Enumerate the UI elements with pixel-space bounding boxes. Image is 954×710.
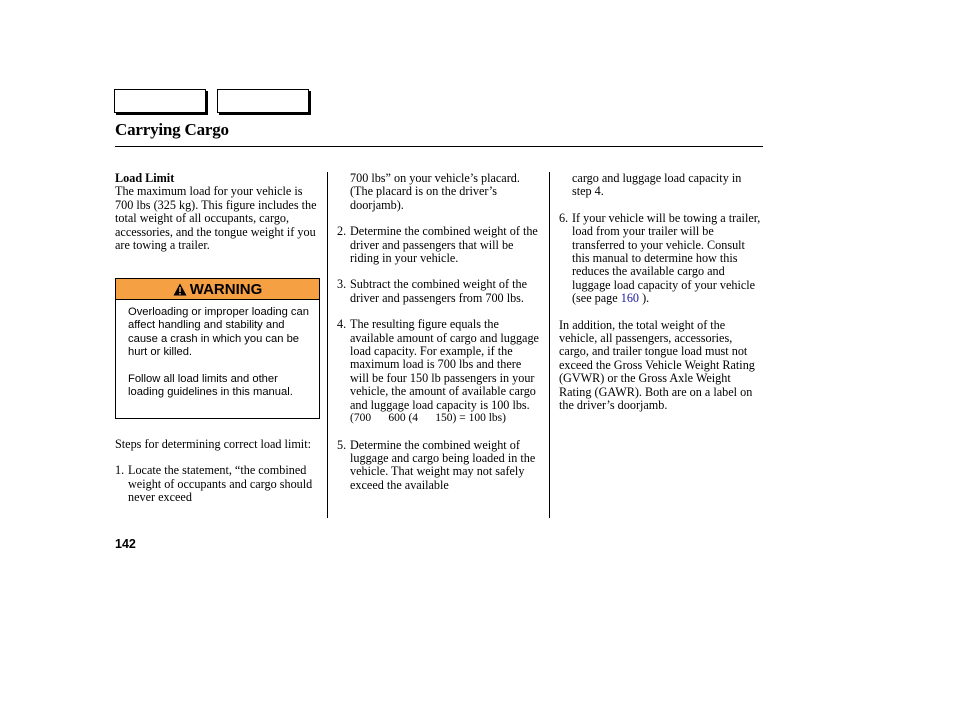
closing-paragraph: In addition, the total weight of the vehicle, all passengers, accessories, cargo, and trailer tongue load must not exceed the Gross Vehicle Weight Rating (GVWR) or the Gross Axle Weight Rating (GAWR). Both are on a label on the driver’s doorjamb. <box>559 317 755 413</box>
page-number: 142 <box>115 537 136 551</box>
warning-paragraph-2: Follow all load limits and other loading guidelines in this manual. <box>128 372 293 399</box>
step-2-text: Determine the combined weight of the driver and passengers that will be riding in your vehicle. <box>350 224 538 266</box>
step-4-text: The resulting figure equals the available amount of cargo and luggage load capacity. For example, if the maximum load is 700 lbs and there will be four 150 lb passengers in your vehicle, the amount of available cargo and luggage load capacity is 100 lbs. <box>350 317 539 412</box>
title-rule <box>115 146 763 147</box>
see-page-prefix: (see page <box>572 291 621 306</box>
step-5-continued-text: cargo and luggage load capacity in step 4. <box>572 171 742 199</box>
step-1-continued <box>337 172 539 212</box>
steps-intro: Steps for determining correct load limit: <box>115 437 311 451</box>
step-1-continued-text: 700 lbs” on your vehicle’s placard. (The placard is on the driver’s doorjamb). <box>350 171 520 212</box>
nav-button-2[interactable] <box>217 89 309 113</box>
step-6-text: If your vehicle will be towing a trailer, load from your trailer will be transferred to your vehicle. Consult this manual to determine how this reduces the available cargo and luggage load capacity of your vehicle <box>572 210 761 292</box>
step-3-number: 3. <box>337 277 347 292</box>
nav-button-1[interactable] <box>114 89 206 113</box>
warning-label: WARNING <box>189 280 263 298</box>
step-5 <box>337 439 539 493</box>
step-1 <box>115 464 321 504</box>
step-2 <box>337 225 539 265</box>
column-1-steps <box>115 438 321 505</box>
column-divider-1 <box>327 172 328 518</box>
see-page-suffix: ). <box>639 291 650 306</box>
step-5-text: Determine the combined weight of luggage and cargo being loaded in the vehicle. That weight may not safely exceed the available <box>350 437 536 492</box>
warning-text <box>128 306 313 412</box>
step-6-number: 6. <box>559 210 569 225</box>
step-4-formula: (700 600 (4 150) = 100 lbs) <box>350 412 506 425</box>
warning-triangle-icon <box>173 283 187 296</box>
step-3-text: Subtract the combined weight of the driver and passengers from 700 lbs. <box>350 277 528 305</box>
load-limit-heading: Load Limit <box>115 171 175 185</box>
load-limit-intro: The maximum load for your vehicle is 700 lbs (325 kg). This figure includes the total weight of all occupants, cargo, accessories, and the tongue weight if you are towing a trailer. <box>115 184 317 253</box>
step-6 <box>559 212 763 306</box>
step-3 <box>337 278 539 305</box>
step-5-continued <box>559 172 763 199</box>
step-1-text: Locate the statement, “the combined weight of occupants and cargo should never exceed <box>128 463 313 505</box>
step-4-number: 4. <box>337 317 347 332</box>
warning-paragraph-1: Overloading or improper loading can affect handling and stability and cause a crash in which you can be hurt or killed. <box>128 306 309 359</box>
warning-header <box>116 279 319 300</box>
warning-box <box>115 278 320 419</box>
page-160-link[interactable]: 160 <box>620 291 640 306</box>
step-5-number: 5. <box>337 437 347 452</box>
column-1 <box>115 172 321 252</box>
step-4 <box>337 318 539 425</box>
column-2 <box>337 172 539 492</box>
step-2-number: 2. <box>337 224 347 239</box>
column-3 <box>559 172 763 413</box>
step-1-number: 1. <box>115 463 125 478</box>
page-title: Carrying Cargo <box>115 120 229 139</box>
column-divider-2 <box>549 172 550 518</box>
